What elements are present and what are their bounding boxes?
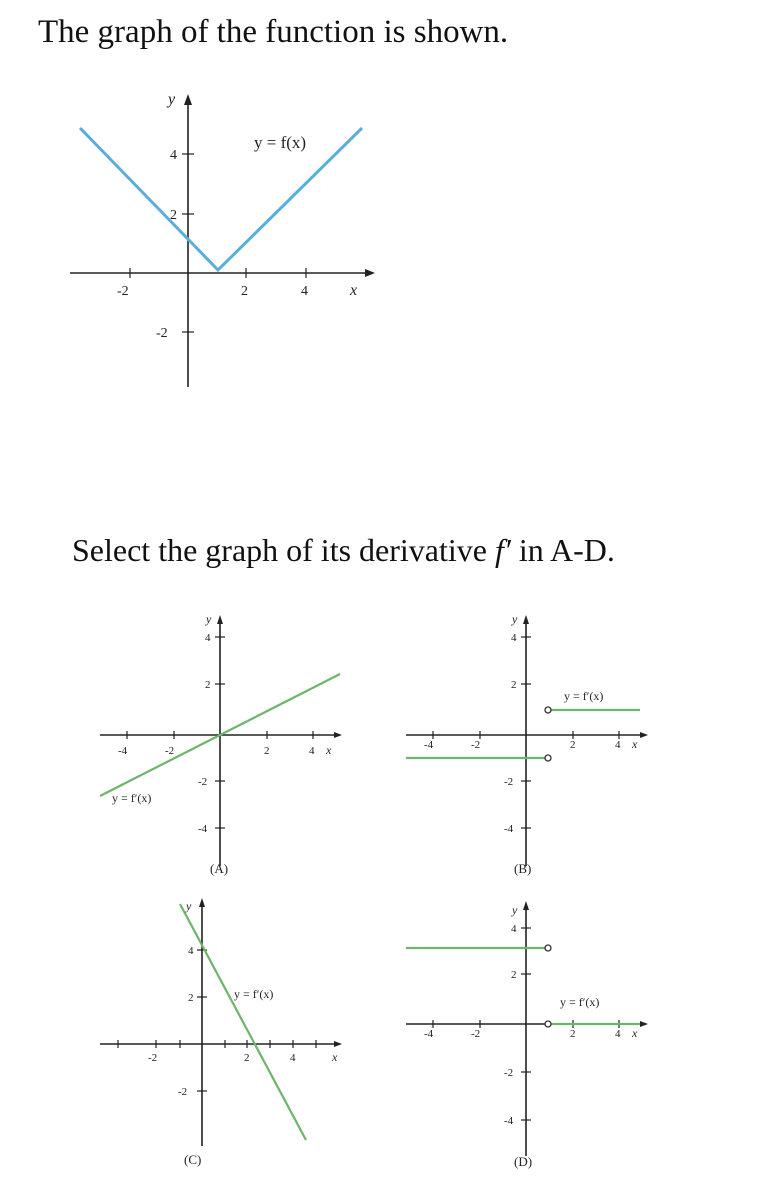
x-tick-label: 2 (570, 1028, 576, 1040)
x-tick-label: 4 (615, 739, 621, 751)
y-tick-label: -2 (198, 776, 208, 788)
y-axis-arrow (523, 615, 529, 624)
y-tick-label: -4 (504, 1115, 514, 1127)
y-axis-label: y (168, 91, 176, 108)
x-axis-arrow (640, 732, 648, 738)
x-tick-label: -2 (148, 1052, 158, 1064)
graph-option-d[interactable] (404, 894, 664, 1184)
x-axis-arrow (334, 1041, 342, 1047)
open-endpoint (545, 755, 551, 761)
problem-heading: The graph of the function is shown. (38, 14, 509, 50)
y-axis-arrow (184, 94, 192, 105)
y-axis-label: y (186, 899, 192, 913)
y-tick-label: -2 (504, 1067, 514, 1079)
option-caption: (A) (210, 861, 229, 876)
y-tick-label: 2 (205, 679, 211, 691)
y-tick-label: 2 (511, 969, 517, 981)
open-endpoint (545, 707, 551, 713)
curve-label: y = f′(x) (560, 995, 600, 1009)
y-tick-label: -2 (178, 1086, 188, 1098)
y-tick-label: 4 (205, 632, 211, 644)
y-tick-label: 2 (188, 992, 194, 1004)
graph-option-a[interactable] (98, 608, 358, 888)
option-caption: (B) (514, 861, 532, 876)
x-tick-label: 2 (264, 745, 270, 757)
x-tick-label: 4 (615, 1028, 621, 1040)
curve-label: y = f′(x) (234, 987, 274, 1001)
y-tick-label: -2 (504, 776, 514, 788)
option-caption: (C) (184, 1152, 202, 1167)
question-prompt (72, 532, 615, 569)
y-tick-label: 4 (511, 923, 517, 935)
y-tick-label: -4 (198, 823, 208, 835)
y-tick-label: 4 (511, 632, 517, 644)
prompt-text-before: Select the graph of its derivative (72, 532, 495, 568)
x-tick-label: -4 (424, 1028, 434, 1040)
option-caption: (D) (514, 1154, 533, 1169)
x-tick-label: -2 (471, 1028, 481, 1040)
y-tick-label: 4 (170, 148, 177, 163)
curve-label: y = f′(x) (564, 689, 604, 703)
y-tick-label: 2 (511, 679, 517, 691)
derivative-symbol: f′ (494, 532, 511, 568)
open-endpoint (545, 1021, 551, 1027)
x-tick-label: 4 (309, 745, 315, 757)
y-axis-label: y (512, 903, 518, 917)
curve-label: y = f′(x) (112, 791, 152, 805)
x-tick-label: -2 (165, 745, 175, 757)
y-tick-label: -2 (156, 326, 168, 341)
x-tick-label: 2 (244, 1052, 250, 1064)
x-axis-label: x (632, 1026, 638, 1040)
y-tick-label: 2 (170, 208, 177, 223)
y-axis-arrow (217, 615, 223, 624)
x-tick-label: -2 (117, 284, 129, 299)
graph-f (70, 90, 390, 390)
x-tick-label: 2 (241, 284, 248, 299)
x-axis-label: x (326, 743, 332, 757)
x-axis-label: x (632, 737, 638, 751)
prompt-text-after: in A-D. (510, 532, 615, 568)
y-axis-label: y (512, 612, 518, 626)
y-axis-arrow (199, 898, 205, 907)
x-tick-label: -4 (118, 745, 128, 757)
graph-option-c[interactable] (98, 894, 358, 1184)
x-tick-label: 2 (570, 739, 576, 751)
open-endpoint (545, 945, 551, 951)
y-tick-label: 4 (188, 945, 194, 957)
y-tick-label: -4 (504, 823, 514, 835)
x-axis-arrow (640, 1021, 648, 1027)
x-tick-label: 4 (301, 284, 308, 299)
x-axis-arrow (334, 732, 342, 738)
x-tick-label: -2 (471, 739, 481, 751)
x-tick-label: 4 (290, 1052, 296, 1064)
x-axis-label: x (332, 1050, 338, 1064)
x-axis-label: x (350, 282, 358, 299)
graph-option-b[interactable] (404, 608, 664, 888)
f-curve (80, 128, 362, 270)
derivative-line (180, 904, 306, 1140)
y-axis-label: y (206, 612, 212, 626)
x-axis-arrow (365, 269, 375, 277)
x-tick-label: -4 (424, 739, 434, 751)
y-axis-arrow (523, 901, 529, 910)
curve-label: y = f(x) (254, 133, 307, 152)
